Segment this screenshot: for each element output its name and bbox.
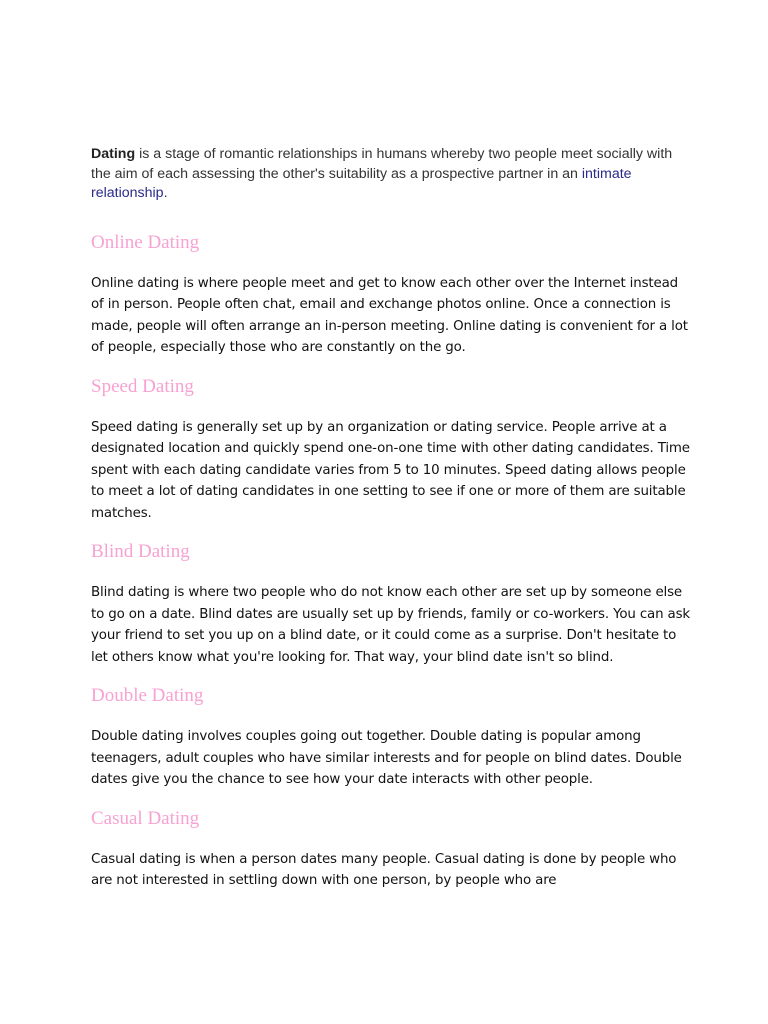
paragraph-casual-dating: Casual dating is when a person dates many people. Casual dating is done by people who are not interested in settling down with one person, by people who are (91, 851, 677, 888)
paragraph-speed-dating: Speed dating is generally set up by an organization or dating service. People arrive at a designated location and quickly spend one-on-one time with other dating candidates. Time spent with each dating candidate varies from 5 to 10 minutes. Speed dating allows people to meet a lot of dating candidates in one setting to see if one or more of them are suitable matches. (91, 419, 690, 521)
heading-double-dating: Double Dating (91, 685, 204, 706)
document-page (91, 145, 691, 892)
heading-speed-dating: Speed Dating (91, 375, 194, 397)
paragraph-online-dating: Online dating is where people meet and get to know each other over the Internet instead of in person. People often chat, email and exchange photos online. Once a connection is made, people will often arrange an in-person meeting. Online dating is convenient for a lot of people, especially those who are constantly on the go. (91, 275, 688, 355)
paragraph-double-dating: Double dating involves couples going out together. Double dating is popular among teenagers, adult couples who have similar interests and for people on blind dates. Double dates give you the chance to see how your date interacts with other people. (91, 729, 682, 787)
intro-text-end: . (163, 185, 168, 201)
heading-blind-dating: Blind Dating (91, 541, 190, 562)
intro-term: Dating (91, 146, 136, 162)
intro-text: is a stage of romantic relationships in humans whereby two people meet socially with the aim of each assessing the other's suitability as a prospective partner in an (91, 146, 673, 182)
paragraph-blind-dating: Blind dating is where two people who do not know each other are set up by someone else to go on a date. Blind dates are usually set up by friends, family or co-workers. You can ask your friend to set you up on a blind date, or it could come as a surprise. Don't hesitate to let others know what you're looking for. That way, your blind date isn't so blind. (91, 585, 691, 665)
intro-paragraph (91, 145, 691, 204)
heading-casual-dating: Casual Dating (91, 807, 200, 829)
heading-online-dating: Online Dating (91, 231, 200, 253)
intimate-relationship-link[interactable]: intimate relationship (91, 165, 632, 201)
